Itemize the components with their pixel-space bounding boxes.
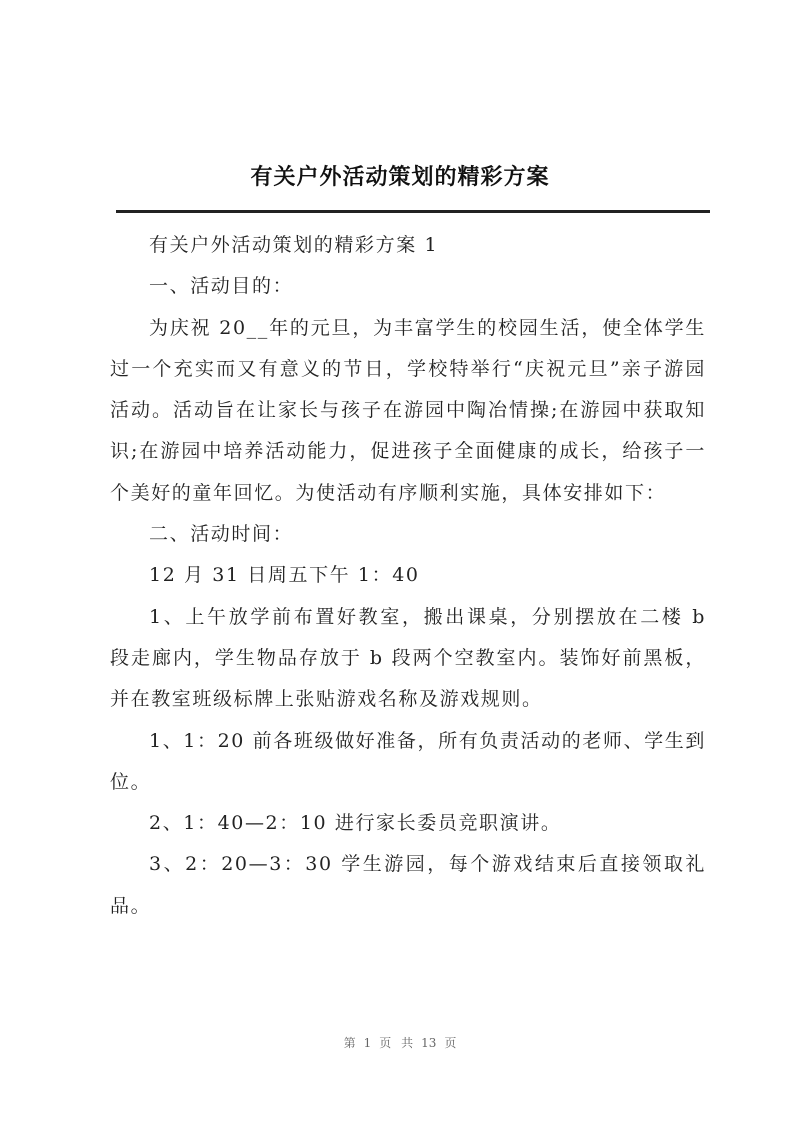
title-divider — [116, 210, 710, 213]
page-footer — [0, 1034, 800, 1051]
footer-total-pages: 13 — [421, 1036, 437, 1050]
document-title: 有关户外活动策划的精彩方案 — [250, 164, 550, 190]
paragraph-purpose-body: 为庆祝 20__年的元旦，为丰富学生的校园生活，使全体学生过一个充实而又有意义的节日，学校特举行“庆祝元旦”亲子游园活动。活动旨在让家长与孩子在游园中陶冶情操;在游园中获取知识;在游园中培养活动能力，促进孩子全面健康的成长，给孩子一个美好的童年回忆。为使活动有序顺利实施，具体安排如下： — [110, 316, 706, 504]
section-heading: 有关户外活动策划的精彩方案 1 — [149, 234, 439, 256]
footer-prefix: 第 — [343, 1036, 356, 1050]
paragraph-step-1: 1、上午放学前布置好教室，搬出课桌，分别摆放在二楼 b 段走廊内，学生物品存放于 b 段两个空教室内。装饰好前黑板，并在教室班级标牌上张贴游戏名称及游戏规则。 — [110, 605, 706, 711]
paragraph-step-3: 2、1：40—2：10 进行家长委员竞职演讲。 — [149, 812, 562, 835]
footer-suffix: 页 — [444, 1036, 457, 1050]
paragraph-step-4: 3、2：20—3：30 学生游园，每个游戏结束后直接领取礼品。 — [110, 853, 706, 917]
paragraph-step-2: 1、1：20 前各班级做好准备，所有负责活动的老师、学生到位。 — [110, 729, 706, 793]
paragraph-time-heading: 二、活动时间： — [149, 523, 294, 546]
footer-middle: 页 共 — [379, 1036, 414, 1050]
footer-current-page: 1 — [363, 1036, 372, 1050]
paragraph-purpose-heading: 一、活动目的： — [149, 275, 294, 298]
document-body — [110, 225, 706, 927]
paragraph-time-value: 12 月 31 日周五下午 1：40 — [149, 564, 420, 587]
